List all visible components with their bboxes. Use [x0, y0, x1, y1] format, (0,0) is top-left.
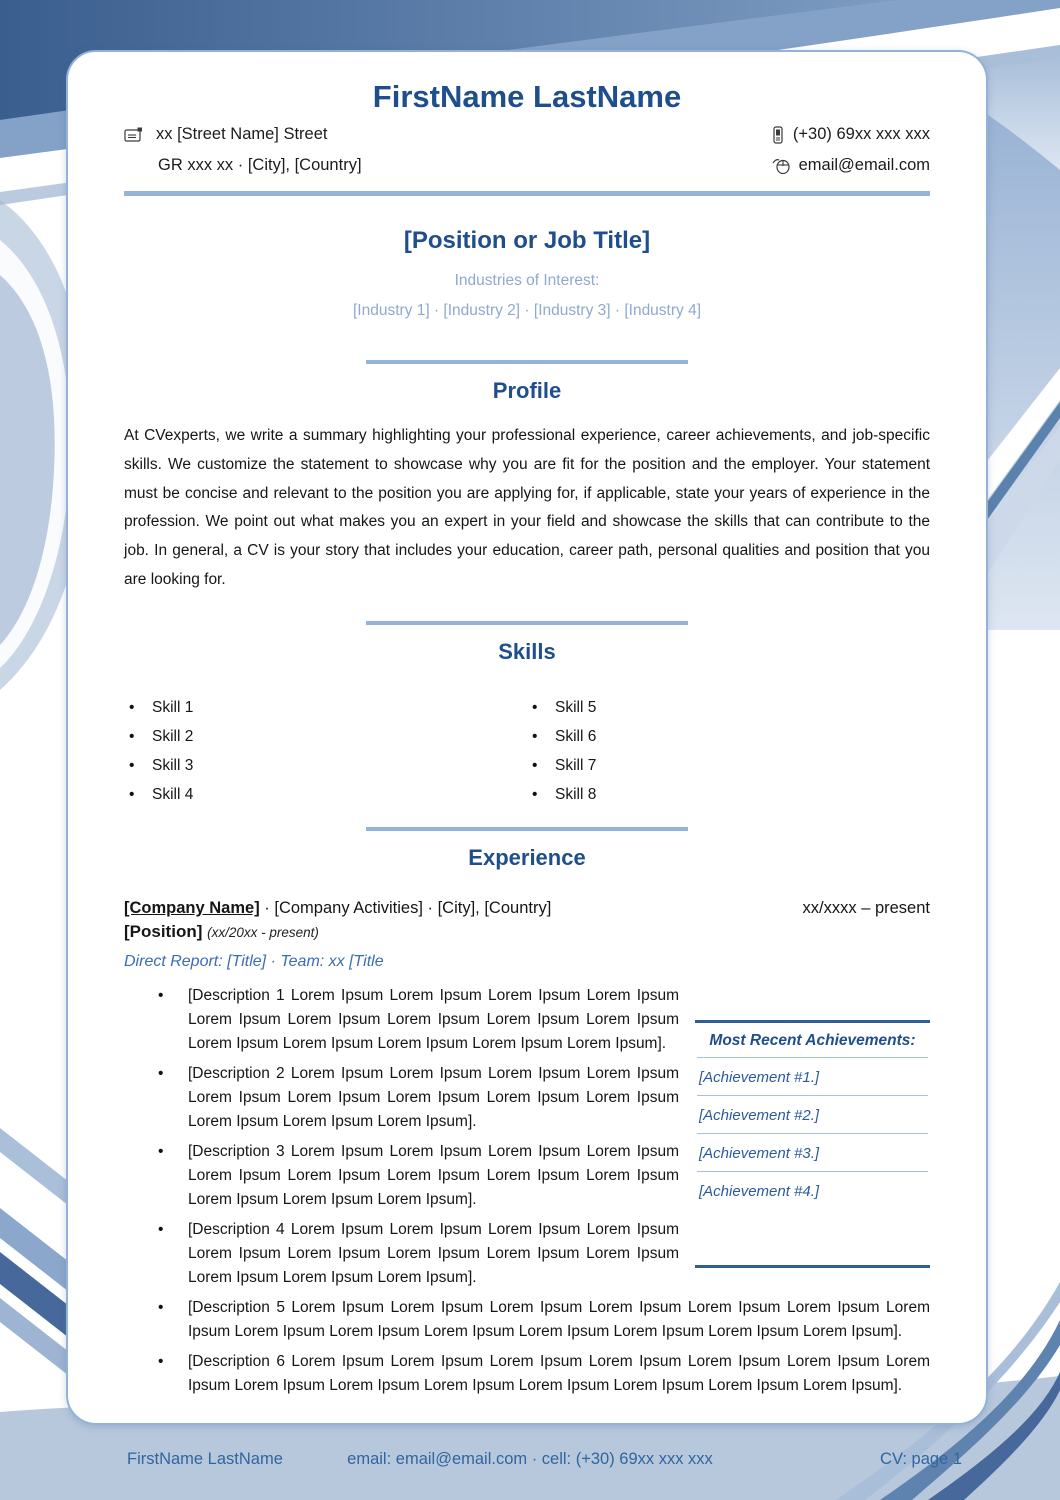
address-line-1: xx [Street Name] Street: [156, 125, 328, 143]
candidate-name: FirstName LastName: [372, 79, 682, 114]
email-address: email@email.com: [798, 156, 930, 174]
achievement-item: [Achievement #1.]: [697, 1058, 928, 1096]
skill-item: • Skill 5: [527, 693, 930, 722]
description-item: • [Description 2 Lorem Ipsum Lorem Ipsum Lorem Ipsum Lorem Ipsum Lorem Ipsum Lorem Ipsum Lorem Ipsum Lorem Ipsum Lorem Ipsum Lorem Ipsum Lorem Ipsum Lorem Ipsum].: [124, 1062, 930, 1134]
experience-heading: Experience: [468, 844, 586, 870]
company-row: [124, 897, 930, 919]
description-item: • [Description 1 Lorem Ipsum Lorem Ipsum Lorem Ipsum Lorem Ipsum Lorem Ipsum Lorem Ipsum Lorem Ipsum Lorem Ipsum Lorem Ipsum Lorem Ipsum Lorem Ipsum Lorem Ipsum Lorem Ipsum Lorem Ipsum].: [124, 984, 930, 1056]
achievement-item: [Achievement #2.]: [697, 1096, 928, 1134]
footer-name: FirstName LastName: [127, 1450, 283, 1468]
skills-columns: [124, 693, 930, 809]
section-divider: [366, 360, 688, 364]
skills-column-right: [527, 693, 930, 809]
section-divider: [366, 827, 688, 831]
skills-heading: Skills: [498, 638, 556, 664]
profile-text: At CVexperts, we write a summary highlighting your professional experience, career achievements, and job-specific skills. We customize the statement to showcase why you are fit for the position and the employer. Your statement must be concise and relevant to the position you are applying for, if applicable, state your years of experience in the profession. We point out what makes you an expert in your field and showcase the skills that can contribute to the job. In general, a CV is your story that includes your education, career path, personal qualities and position that you are looking for.: [124, 427, 930, 588]
description-list: [124, 984, 930, 1398]
position-dates: (xx/20xx - present): [207, 924, 319, 940]
computer-mouse-icon: [772, 157, 790, 174]
achievement-item: [Achievement #4.]: [699, 1182, 820, 1200]
skill-item: • Skill 4: [124, 780, 527, 809]
industries-list: [Industry 1] · [Industry 2] · [Industry 3] · [Industry 4]: [352, 302, 702, 319]
phone-email-block: [772, 119, 930, 181]
achievements-title: Most Recent Achievements:: [697, 1023, 928, 1058]
employment-dates: xx/xxxx – present: [802, 898, 930, 917]
footer-contact: email: email@email.com · cell: (+30) 69xx xxx xxx: [347, 1450, 713, 1468]
address-block: [124, 119, 362, 181]
skill-item: • Skill 2: [124, 722, 527, 751]
skill-item: • Skill 8: [527, 780, 930, 809]
experience-descriptions: [124, 984, 930, 1398]
company-details: · [Company Activities] · [City], [Country]: [259, 898, 552, 917]
skill-item: • Skill 3: [124, 751, 527, 780]
envelope-icon: [124, 127, 143, 143]
address-line-2: GR xxx xx · [City], [Country]: [158, 156, 362, 174]
page-footer: [0, 1446, 1060, 1472]
position-title: [Position]: [124, 921, 203, 941]
cv-card: [66, 50, 988, 1425]
mobile-phone-icon: [772, 126, 784, 144]
skill-item: • Skill 6: [527, 722, 930, 751]
direct-report-line: Direct Report: [Title] · Team: xx [Title: [124, 952, 384, 970]
description-item: • [Description 4 Lorem Ipsum Lorem Ipsum Lorem Ipsum Lorem Ipsum Lorem Ipsum Lorem Ipsum Lorem Ipsum Lorem Ipsum Lorem Ipsum Lorem Ipsum Lorem Ipsum Lorem Ipsum].: [124, 1218, 930, 1290]
description-item: • [Description 3 Lorem Ipsum Lorem Ipsum Lorem Ipsum Lorem Ipsum Lorem Ipsum Lorem Ipsum Lorem Ipsum Lorem Ipsum Lorem Ipsum Lorem Ipsum Lorem Ipsum Lorem Ipsum].: [124, 1140, 930, 1212]
skill-item: • Skill 1: [124, 693, 527, 722]
industries-label: Industries of Interest:: [454, 272, 600, 289]
company-name: [Company Name]: [124, 898, 260, 917]
skills-column-left: [124, 693, 527, 809]
company-line: [124, 897, 551, 919]
position-row: [124, 921, 930, 944]
footer-page-number: CV: page 1: [880, 1450, 962, 1468]
phone-number: (+30) 69xx xxx xxx: [792, 125, 930, 143]
header-divider: [124, 191, 930, 196]
job-title: [Position or Job Title]: [403, 227, 651, 254]
skill-item: • Skill 7: [527, 751, 930, 780]
contact-block: [124, 119, 930, 181]
section-divider: [366, 621, 688, 625]
description-item: • [Description 6 Lorem Ipsum Lorem Ipsum Lorem Ipsum Lorem Ipsum Lorem Ipsum Lorem Ipsum Lorem Ipsum Lorem Ipsum Lorem Ipsum Lorem Ipsum Lorem Ipsum Lorem Ipsum Lorem Ipsum Lorem Ipsum].: [124, 1350, 930, 1398]
description-item: • [Description 5 Lorem Ipsum Lorem Ipsum Lorem Ipsum Lorem Ipsum Lorem Ipsum Lorem Ipsum Lorem Ipsum Lorem Ipsum Lorem Ipsum Lorem Ipsum Lorem Ipsum Lorem Ipsum Lorem Ipsum Lorem Ipsum].: [124, 1296, 930, 1344]
achievement-item: [Achievement #3.]: [697, 1134, 928, 1172]
profile-heading: Profile: [492, 378, 562, 403]
